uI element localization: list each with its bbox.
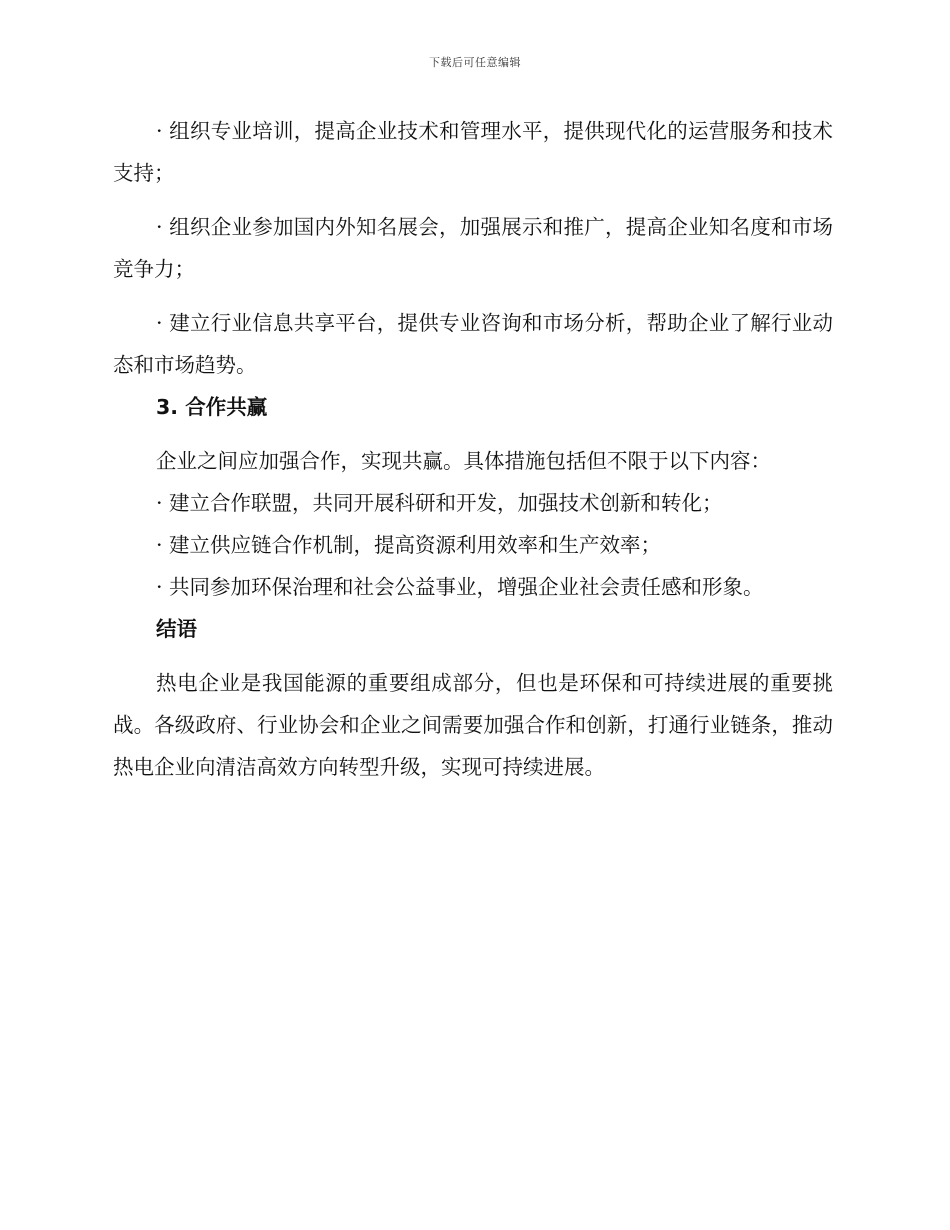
bullet-paragraph-exhibition: · 组织企业参加国内外知名展会，加强展示和推广，提高企业知名度和市场竞争力； [113, 215, 833, 281]
document-body [113, 110, 833, 788]
page-header: 下载后可任意编辑 [429, 56, 521, 69]
section-intro-cooperation: 企业之间应加强合作，实现共赢。具体措施包括但不限于以下内容： [156, 449, 771, 473]
bullet-public-welfare: · 共同参加环保治理和社会公益事业，增强企业社会责任感和形象。 [156, 575, 764, 599]
section-heading-conclusion: 结语 [156, 617, 197, 641]
section-heading-cooperation: 3. 合作共赢 [156, 395, 268, 419]
bullet-paragraph-training: · 组织专业培训，提高企业技术和管理水平，提供现代化的运营服务和技术支持； [113, 119, 833, 185]
bullet-paragraph-info-platform: · 建立行业信息共享平台，提供专业咨询和市场分析，帮助企业了解行业动态和市场趋势。 [113, 311, 833, 377]
bullet-supply-chain: · 建立供应链合作机制，提高资源利用效率和生产效率； [156, 533, 662, 557]
conclusion-paragraph: 热电企业是我国能源的重要组成部分，但也是环保和可持续进展的重要挑战。各级政府、行业协会和企业之间需要加强合作和创新，打通行业链条，推动热电企业向清洁高效方向转型升级，实现可持续进展。 [113, 671, 833, 779]
bullet-alliance: · 建立合作联盟，共同开展科研和开发，加强技术创新和转化； [156, 491, 723, 515]
